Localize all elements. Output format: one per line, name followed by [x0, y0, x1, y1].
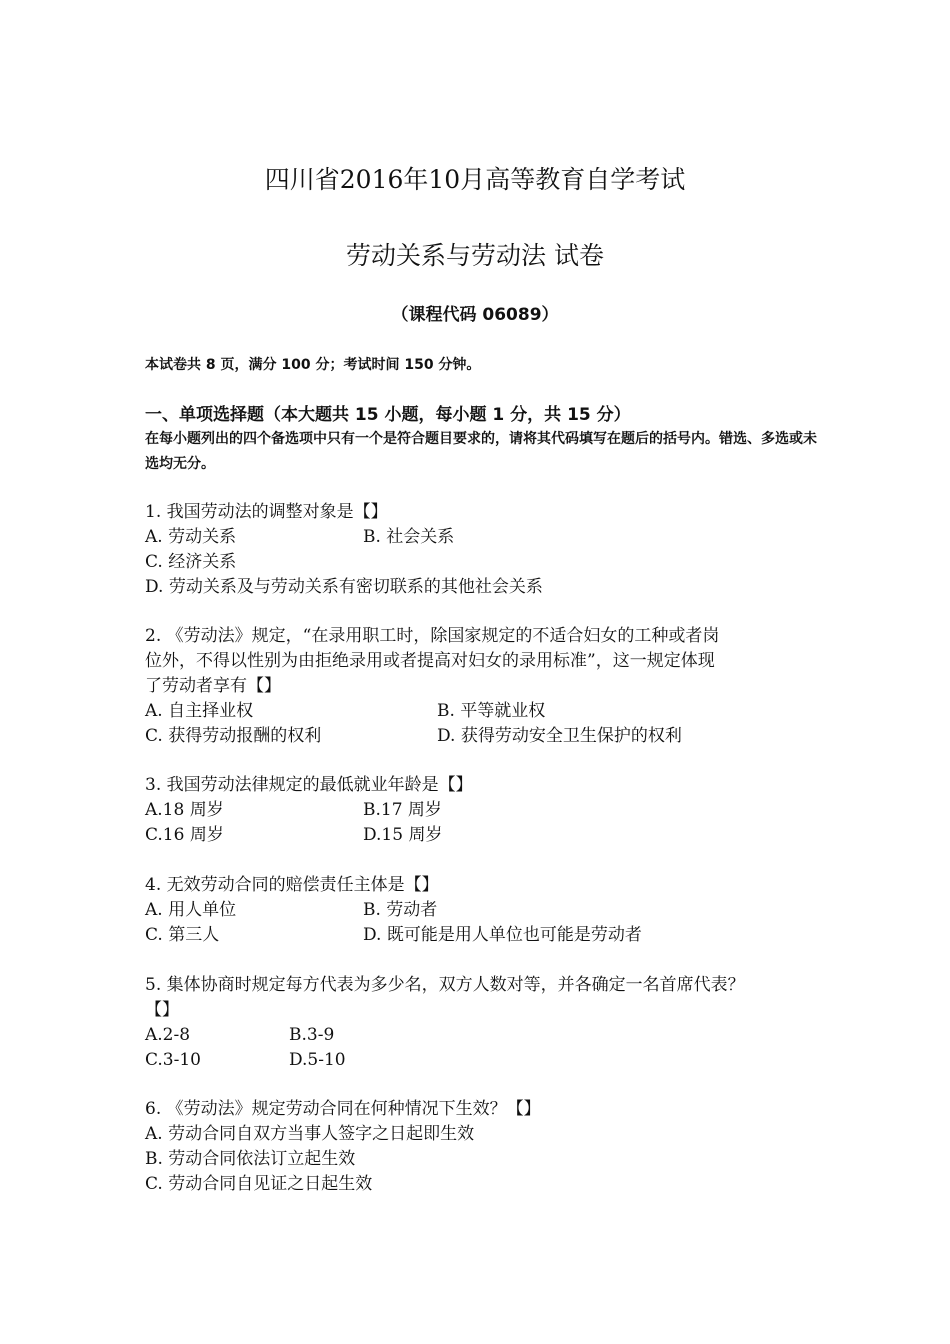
option-c: C. 劳动合同自见证之日起生效 [145, 1174, 373, 1194]
course-code: （课程代码 06089） [391, 305, 559, 325]
question-stem: 6. 《劳动法》规定劳动合同在何种情况下生效？【】 [145, 1099, 541, 1119]
option-row [145, 525, 845, 550]
option-row [145, 923, 845, 948]
option-row [145, 798, 845, 823]
paper-info: 本试卷共 8 页，满分 100 分；考试时间 150 分钟。 [145, 357, 481, 373]
option-c: C. 获得劳动报酬的权利 [145, 726, 322, 746]
option-b: B.3-9 [289, 1025, 335, 1045]
option-a: A.18 周岁 [145, 800, 224, 820]
question-stem: 3. 我国劳动法律规定的最低就业年龄是【】 [145, 775, 473, 795]
option-d: D.15 周岁 [363, 825, 443, 845]
question-2 [145, 624, 845, 749]
option-b: B.17 周岁 [363, 800, 442, 820]
option-b: B. 劳动者 [363, 900, 438, 920]
option-a: A. 用人单位 [145, 900, 237, 920]
exam-title: 四川省2016年10月高等教育自学考试 [264, 165, 686, 194]
option-row [145, 1048, 845, 1073]
section-heading: 一、单项选择题（本大题共 15 小题，每小题 1 分，共 15 分） [145, 405, 631, 425]
question-stem: 2. 《劳动法》规定，“在录用职工时，除国家规定的不适合妇女的工种或者岗 [145, 626, 720, 646]
option-b: B. 社会关系 [363, 527, 455, 547]
question-stem: 5. 集体协商时规定每方代表为多少名，双方人数对等，并各确定一名首席代表？ [145, 975, 745, 995]
option-row [145, 550, 845, 575]
option-c: C. 第三人 [145, 925, 220, 945]
question-stem: 1. 我国劳动法的调整对象是【】 [145, 502, 388, 522]
option-row [145, 699, 845, 724]
option-c: C. 经济关系 [145, 552, 237, 572]
option-row [145, 1147, 845, 1172]
question-5 [145, 973, 845, 1073]
option-row [145, 1023, 845, 1048]
question-stem: 位外，不得以性别为由拒绝录用或者提高对妇女的录用标准”，这一规定体现 [145, 651, 715, 671]
option-row [145, 575, 845, 600]
option-row [145, 1172, 845, 1197]
option-b: B. 劳动合同依法订立起生效 [145, 1149, 356, 1169]
option-d: D.5-10 [289, 1050, 346, 1070]
question-3 [145, 773, 845, 848]
section-instructions: 在每小题列出的四个备选项中只有一个是符合题目要求的，请将其代码填写在题后的括号内。错选、多选或未选均无分。 [145, 431, 817, 472]
option-d: D. 获得劳动安全卫生保护的权利 [437, 726, 682, 746]
option-b: B. 平等就业权 [437, 701, 546, 721]
option-row [145, 1122, 845, 1147]
option-c: C.16 周岁 [145, 825, 224, 845]
option-row [145, 898, 845, 923]
option-row [145, 823, 845, 848]
option-a: A. 劳动合同自双方当事人签字之日起即生效 [145, 1124, 475, 1144]
question-stem: 4. 无效劳动合同的赔偿责任主体是【】 [145, 875, 439, 895]
option-row [145, 724, 845, 749]
question-6 [145, 1097, 845, 1197]
option-a: A. 劳动关系 [145, 527, 237, 547]
question-stem: 【】 [145, 1000, 179, 1020]
question-stem: 了劳动者享有【】 [145, 676, 281, 696]
paper-title: 劳动关系与劳动法 试卷 [346, 241, 604, 270]
question-4 [145, 873, 845, 948]
option-a: A. 自主择业权 [145, 701, 254, 721]
option-c: C.3-10 [145, 1050, 201, 1070]
option-d: D. 既可能是用人单位也可能是劳动者 [363, 925, 642, 945]
question-1 [145, 500, 845, 600]
option-d: D. 劳动关系及与劳动关系有密切联系的其他社会关系 [145, 577, 543, 597]
option-a: A.2-8 [145, 1025, 191, 1045]
